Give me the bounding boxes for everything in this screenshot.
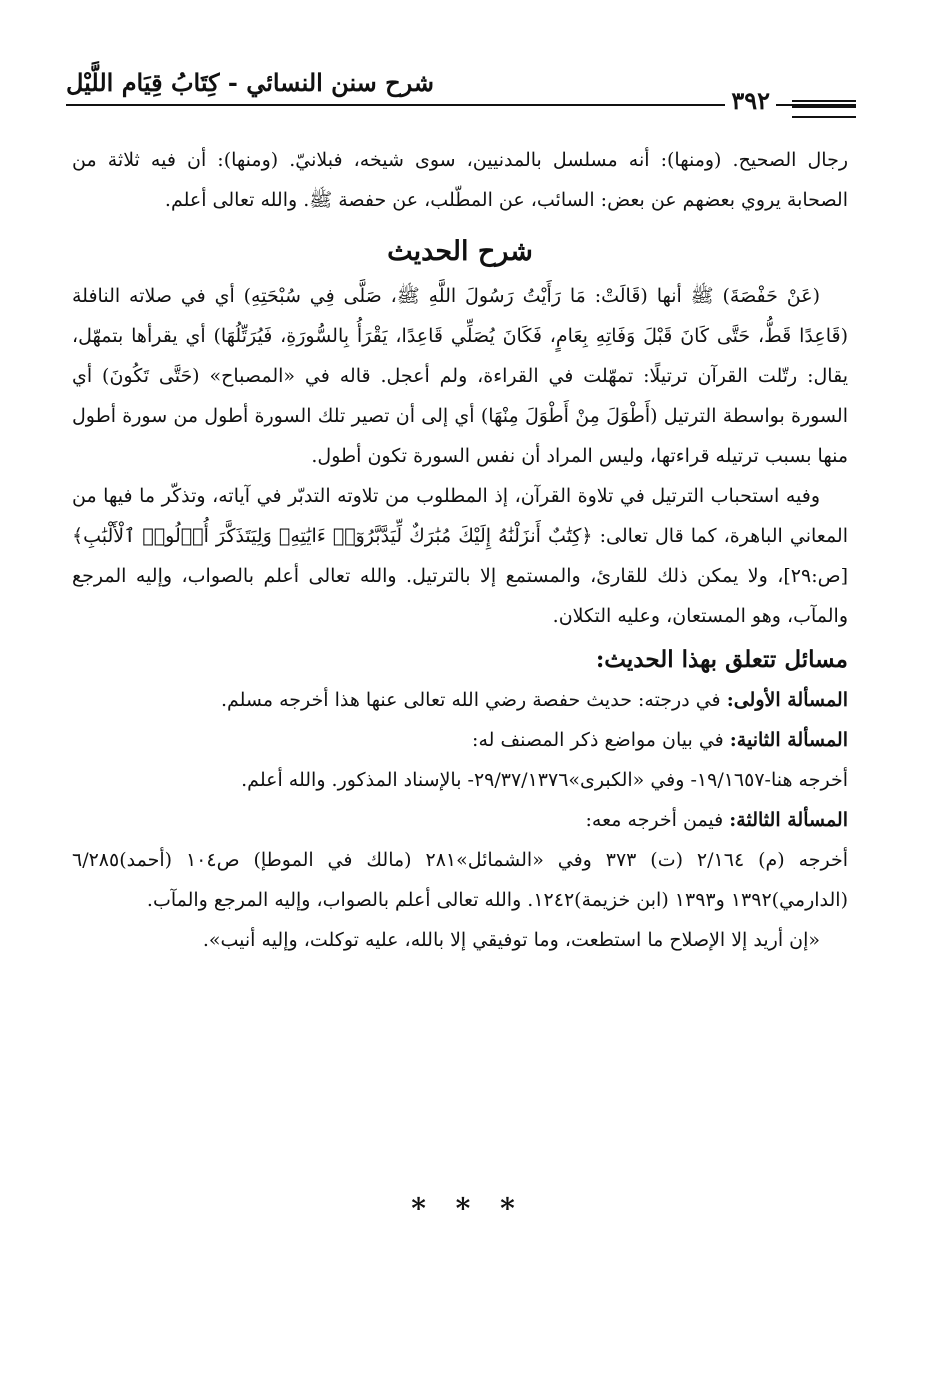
page-body (72, 140, 848, 960)
running-title: شرح سنن النسائي - كِتَابُ قِيَام اللَّيْل (66, 68, 434, 97)
issue-third-text: فيمن أخرجه معه: (585, 809, 724, 831)
issue-first-text: في درجته: حديث حفصة رضي الله تعالى عنها هذا أخرجه مسلم. (220, 689, 721, 711)
sharh-paragraph-1: (عَنْ حَفْصَةَ) ﷺ أنها (قَالَتْ: مَا رَأَيْتُ رَسُولَ اللَّهِ ﷺ، صَلَّى فِي سُبْحَتِهِ) أي في صلاته النافلة (قَاعِدًا قَطُّ، حَتَّى كَانَ قَبْلَ وَفَاتِهِ بِعَامٍ، فَكَانَ يُصَلِّي قَاعِدًا، يَقْرَأُ بِالسُّورَةِ، فَيُرَتِّلُهَا) أي يقرأها بتمهّل، يقال: رتّلت القرآن ترتيلًا: تمهّلت في القراءة، ولم أعجل. قاله في «المصباح» (حَتَّى تَكُونَ) أي السورة بواسطة الترتيل (أَطْوَلَ مِنْ أَطْوَلَ مِنْهَا) أي إلى أن تصير تلك السورة أطول من سورة أطول منها بسبب ترتيله قراءتها، وليس المراد أن نفس السورة تكون أطول. (72, 285, 848, 467)
closing-quote: «إن أريد إلا الإصلاح ما استطعت، وما توفيقي إلا بالله، عليه توكلت، وإليه أنيب». (202, 929, 820, 951)
sharh-paragraph-2: وفيه استحباب الترتيل في تلاوة القرآن، إذ المطلوب من تلاوته التدبّر في آياته، وتذكّر ما فيها من المعاني الباهرة، كما قال تعالى: ﴿كِتَٰبٌ أَنزَلْنَٰهُ إِلَيْكَ مُبَٰرَكٌ لِّيَدَّبَّرُوٓا۟ ءَايَٰتِهِۦ وَلِيَتَذَكَّرَ أُو۟لُوا۟ ٱلْأَلْبَٰبِ﴾ [ص:٢٩]، ولا يمكن ذلك للقارئ، والمستمع إلا بالترتيل. والله تعالى أعلم بالصواب، وإليه المرجع والمآب، وهو المستعان، وعليه التكلان. (72, 485, 848, 627)
issue-second-text: في بيان مواضع ذكر المصنف له: (472, 729, 724, 751)
running-header (66, 60, 856, 120)
issue-second-label: المسألة الثانية: (729, 729, 848, 751)
issue-third-detail: أخرجه (م) ٢/١٦٤ (ت) ٣٧٣ وفي «الشمائل»٢٨١ (مالك في الموطإ) ص١٠٤ (أحمد)٦/٢٨٥ (الدارمي)١٣٩٢ و١٣٩٣ (ابن خزيمة)١٢٤٢. والله تعالى أعلم بالصواب، وإليه المرجع والمآب. (72, 849, 849, 911)
issue-first (72, 680, 848, 720)
intro-paragraph: رجال الصحيح. (ومنها): أنه مسلسل بالمدنيين، سوى شيخه، فبلانيّ. (ومنها): أن فيه ثلاثة من الصحابة يروي بعضهم عن بعض: السائب، عن المطّلب، عن حفصة ﷺ. والله تعالى أعلم. (72, 149, 848, 211)
issue-third (72, 800, 848, 840)
issues-heading: مسائل تتعلق بهذا الحديث: (595, 646, 848, 673)
section-heading-sharh: شرح الحديث (387, 236, 533, 267)
section-separator: * * * (411, 1192, 525, 1225)
header-rules (792, 100, 856, 118)
page-number: ٣٩٢ (725, 86, 776, 115)
issue-second (72, 720, 848, 760)
issue-third-label: المسألة الثالثة: (729, 809, 848, 831)
issue-second-detail: أخرجه هنا-١٩/١٦٥٧- وفي «الكبرى»٢٩/٣٧/١٣٧٦- بالإسناد المذكور. والله أعلم. (241, 769, 848, 791)
issue-first-label: المسألة الأولى: (726, 689, 848, 711)
